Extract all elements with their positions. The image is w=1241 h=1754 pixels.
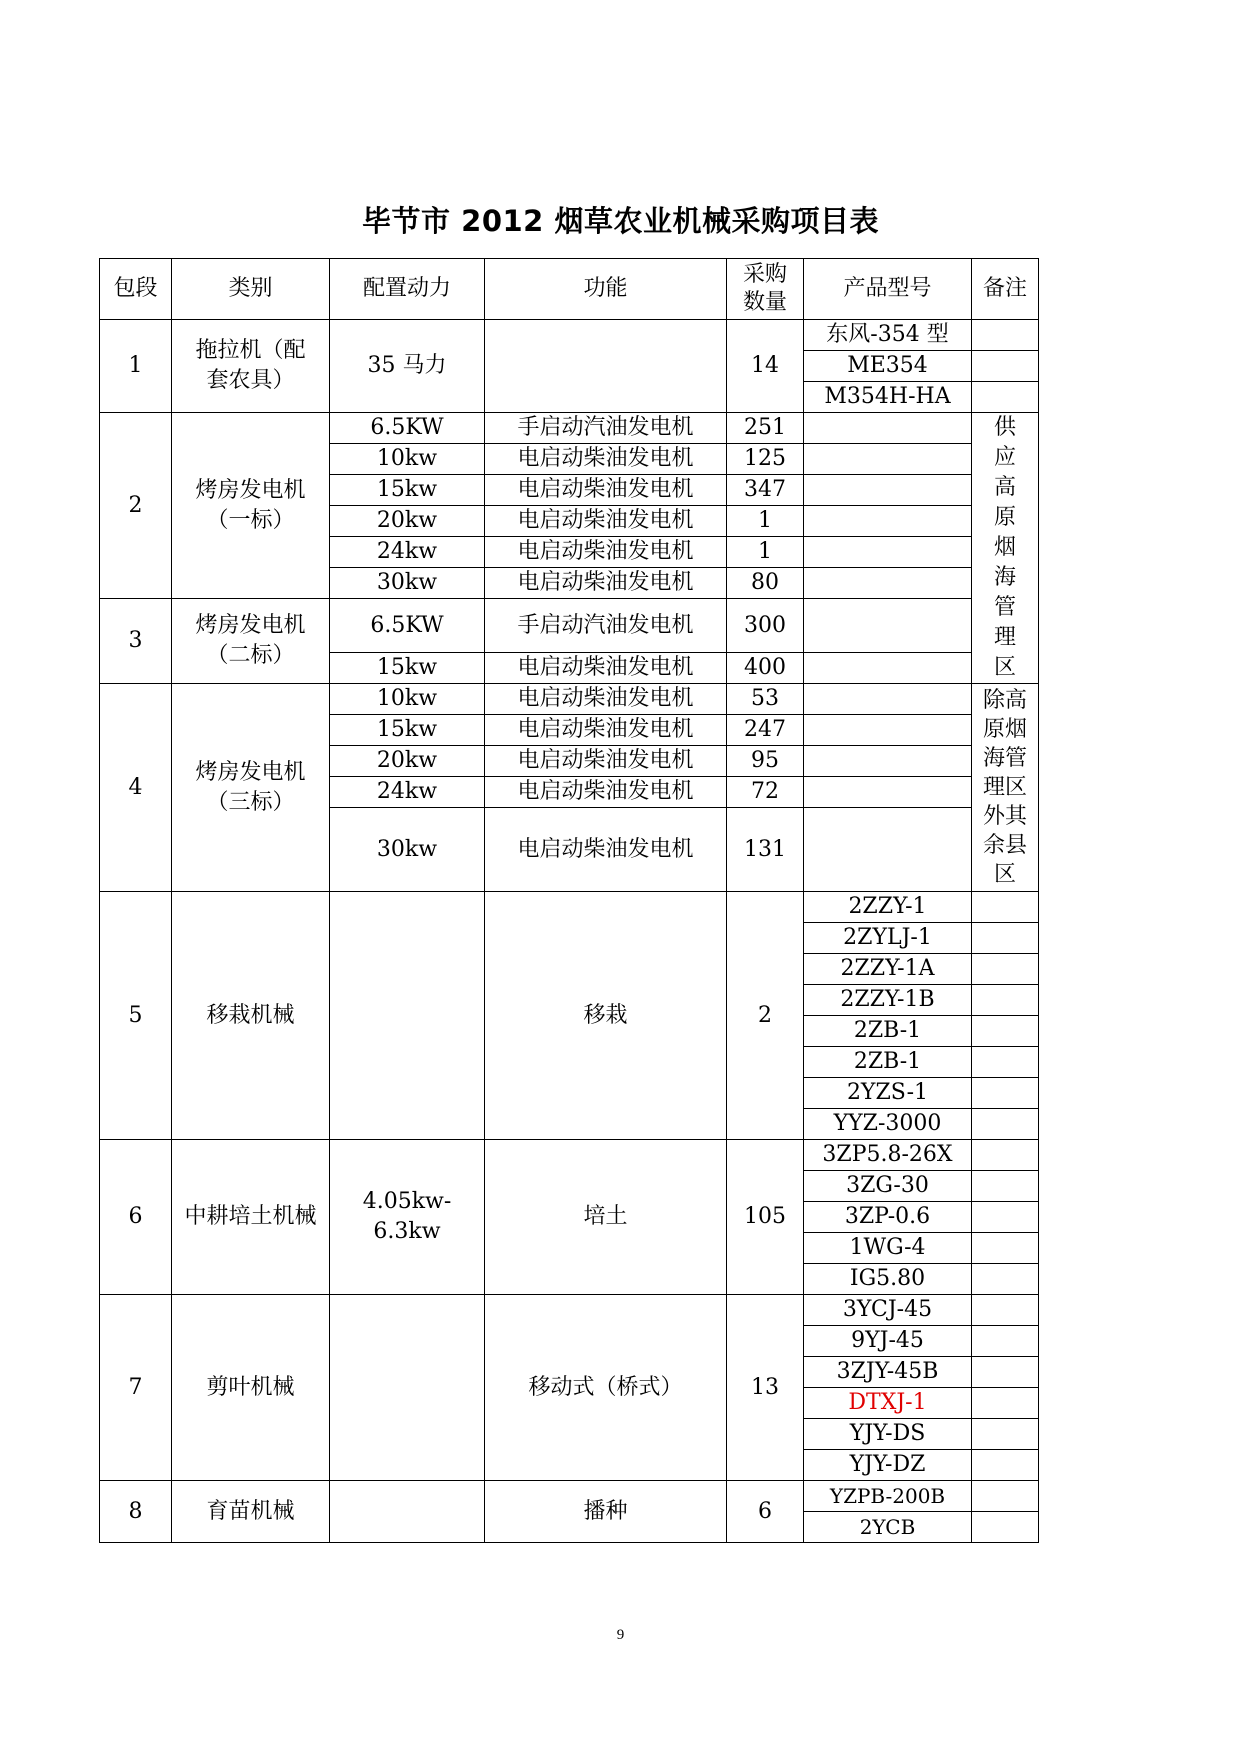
model-cell: 2ZB-1 — [804, 1047, 972, 1078]
model-cell — [804, 506, 972, 537]
quantity-cell: 1 — [727, 537, 804, 568]
remark-cell — [972, 954, 1039, 985]
power-cell — [330, 1295, 485, 1481]
model-cell — [804, 599, 972, 653]
power-cell: 10kw — [330, 684, 485, 715]
remark-cell — [972, 320, 1039, 351]
power-cell: 20kw — [330, 746, 485, 777]
model-cell: 3YCJ-45 — [804, 1295, 972, 1326]
function-cell: 电启动柴油发电机 — [485, 444, 727, 475]
quantity-cell: 14 — [727, 320, 804, 413]
model-cell: YZPB-200B — [804, 1481, 972, 1512]
power-cell: 24kw — [330, 537, 485, 568]
table-row — [100, 684, 1039, 715]
function-cell: 手启动汽油发电机 — [485, 413, 727, 444]
package-number: 6 — [100, 1140, 172, 1295]
remark-cell — [972, 1078, 1039, 1109]
model-cell: YJY-DZ — [804, 1450, 972, 1481]
model-cell — [804, 568, 972, 599]
function-cell: 电启动柴油发电机 — [485, 715, 727, 746]
category-cell: 烤房发电机（一标） — [172, 413, 330, 599]
quantity-cell: 125 — [727, 444, 804, 475]
function-cell: 移动式（桥式） — [485, 1295, 727, 1481]
quantity-cell: 347 — [727, 475, 804, 506]
package-number: 7 — [100, 1295, 172, 1481]
power-cell: 20kw — [330, 506, 485, 537]
quantity-cell: 1 — [727, 506, 804, 537]
function-cell: 电启动柴油发电机 — [485, 653, 727, 684]
remark-cell — [972, 1357, 1039, 1388]
model-cell: 3ZG-30 — [804, 1171, 972, 1202]
function-cell: 电启动柴油发电机 — [485, 746, 727, 777]
power-cell: 35 马力 — [330, 320, 485, 413]
model-cell: ME354 — [804, 351, 972, 382]
quantity-cell: 247 — [727, 715, 804, 746]
model-cell: 3ZP5.8-26X — [804, 1140, 972, 1171]
header-power: 配置动力 — [330, 259, 485, 320]
category-cell: 中耕培土机械 — [172, 1140, 330, 1295]
remark-cell — [972, 1171, 1039, 1202]
quantity-cell: 80 — [727, 568, 804, 599]
model-cell: IG5.80 — [804, 1264, 972, 1295]
package-number: 2 — [100, 413, 172, 599]
quantity-cell: 13 — [727, 1295, 804, 1481]
function-cell: 播种 — [485, 1481, 727, 1543]
category-cell: 育苗机械 — [172, 1481, 330, 1543]
model-cell — [804, 444, 972, 475]
header-category: 类别 — [172, 259, 330, 320]
model-cell: 2ZYLJ-1 — [804, 923, 972, 954]
table-row — [100, 413, 1039, 444]
remark-cell — [972, 1140, 1039, 1171]
package-number: 4 — [100, 684, 172, 892]
quantity-cell: 72 — [727, 777, 804, 808]
remark-cell — [972, 351, 1039, 382]
remark-note-gaoyuan: 供应高原烟海管理区 — [972, 413, 1039, 684]
model-cell: 2ZB-1 — [804, 1016, 972, 1047]
category-cell: 烤房发电机（二标） — [172, 599, 330, 684]
quantity-cell: 105 — [727, 1140, 804, 1295]
remark-cell — [972, 382, 1039, 413]
function-cell: 电启动柴油发电机 — [485, 475, 727, 506]
remark-cell — [972, 1109, 1039, 1140]
table-row — [100, 1140, 1039, 1171]
model-cell: 1WG-4 — [804, 1233, 972, 1264]
quantity-cell: 131 — [727, 808, 804, 892]
function-cell: 电启动柴油发电机 — [485, 568, 727, 599]
table-header-row — [100, 259, 1039, 320]
model-cell-highlighted: DTXJ-1 — [804, 1388, 972, 1419]
model-cell — [804, 537, 972, 568]
model-cell — [804, 746, 972, 777]
remark-cell — [972, 1264, 1039, 1295]
model-cell — [804, 653, 972, 684]
power-cell: 4.05kw-6.3kw — [330, 1140, 485, 1295]
power-cell: 10kw — [330, 444, 485, 475]
model-cell: 2ZZY-1 — [804, 892, 972, 923]
function-cell: 电启动柴油发电机 — [485, 808, 727, 892]
header-quantity: 采购数量 — [727, 259, 804, 320]
remark-cell — [972, 1016, 1039, 1047]
page-number: 9 — [616, 1627, 625, 1643]
model-cell — [804, 413, 972, 444]
quantity-cell: 53 — [727, 684, 804, 715]
power-cell: 6.5KW — [330, 413, 485, 444]
quantity-cell: 251 — [727, 413, 804, 444]
remark-cell — [972, 1512, 1039, 1543]
model-cell: 2ZZY-1B — [804, 985, 972, 1016]
model-cell — [804, 715, 972, 746]
model-cell: 3ZJY-45B — [804, 1357, 972, 1388]
function-cell: 手启动汽油发电机 — [485, 599, 727, 653]
model-cell: 2ZZY-1A — [804, 954, 972, 985]
function-cell: 电启动柴油发电机 — [485, 506, 727, 537]
remark-cell — [972, 1233, 1039, 1264]
power-cell — [330, 1481, 485, 1543]
remark-cell — [972, 1295, 1039, 1326]
model-cell: 2YZS-1 — [804, 1078, 972, 1109]
model-cell: 东风-354 型 — [804, 320, 972, 351]
model-cell: 2YCB — [804, 1512, 972, 1543]
quantity-cell: 300 — [727, 599, 804, 653]
model-cell — [804, 777, 972, 808]
power-cell: 6.5KW — [330, 599, 485, 653]
header-remark: 备注 — [972, 259, 1039, 320]
table-row — [100, 892, 1039, 923]
remark-note-others: 除高原烟海管理区外其余县区 — [972, 684, 1039, 892]
model-cell: YYZ-3000 — [804, 1109, 972, 1140]
table-row — [100, 1481, 1039, 1512]
remark-cell — [972, 1202, 1039, 1233]
remark-cell — [972, 985, 1039, 1016]
remark-cell — [972, 1388, 1039, 1419]
power-cell — [330, 892, 485, 1140]
model-cell: 3ZP-0.6 — [804, 1202, 972, 1233]
remark-cell — [972, 892, 1039, 923]
model-cell — [804, 475, 972, 506]
table-row — [100, 599, 1039, 653]
function-cell: 电启动柴油发电机 — [485, 684, 727, 715]
remark-cell — [972, 1450, 1039, 1481]
procurement-table — [99, 258, 1039, 1543]
function-cell: 移栽 — [485, 892, 727, 1140]
power-cell: 15kw — [330, 475, 485, 506]
quantity-cell: 6 — [727, 1481, 804, 1543]
quantity-cell: 2 — [727, 892, 804, 1140]
category-cell: 剪叶机械 — [172, 1295, 330, 1481]
header-package: 包段 — [100, 259, 172, 320]
table-row — [100, 1295, 1039, 1326]
quantity-cell: 95 — [727, 746, 804, 777]
model-cell: M354H-HA — [804, 382, 972, 413]
quantity-cell: 400 — [727, 653, 804, 684]
power-cell: 24kw — [330, 777, 485, 808]
power-cell: 15kw — [330, 653, 485, 684]
page-title: 毕节市 2012 烟草农业机械采购项目表 — [362, 204, 879, 238]
function-cell — [485, 320, 727, 413]
category-cell: 烤房发电机（三标） — [172, 684, 330, 892]
package-number: 8 — [100, 1481, 172, 1543]
function-cell: 培土 — [485, 1140, 727, 1295]
model-cell: 9YJ-45 — [804, 1326, 972, 1357]
model-cell — [804, 684, 972, 715]
function-cell: 电启动柴油发电机 — [485, 777, 727, 808]
remark-cell — [972, 1326, 1039, 1357]
power-cell: 30kw — [330, 568, 485, 599]
remark-cell — [972, 1419, 1039, 1450]
category-cell: 拖拉机（配套农具） — [172, 320, 330, 413]
model-cell: YJY-DS — [804, 1419, 972, 1450]
power-cell: 15kw — [330, 715, 485, 746]
header-model: 产品型号 — [804, 259, 972, 320]
function-cell: 电启动柴油发电机 — [485, 537, 727, 568]
header-function: 功能 — [485, 259, 727, 320]
remark-cell — [972, 1047, 1039, 1078]
package-number: 1 — [100, 320, 172, 413]
remark-cell — [972, 1481, 1039, 1512]
remark-cell — [972, 923, 1039, 954]
category-cell: 移栽机械 — [172, 892, 330, 1140]
table-row — [100, 320, 1039, 351]
model-cell — [804, 808, 972, 892]
package-number: 5 — [100, 892, 172, 1140]
power-cell: 30kw — [330, 808, 485, 892]
package-number: 3 — [100, 599, 172, 684]
